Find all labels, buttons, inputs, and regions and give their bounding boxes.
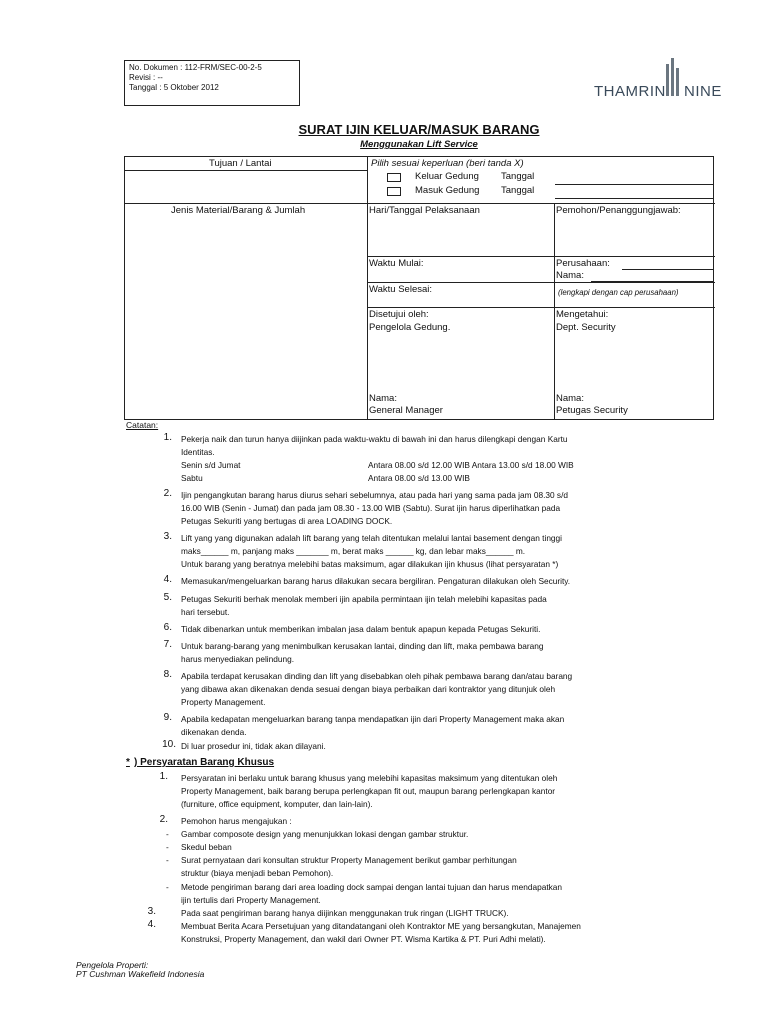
catatan-label: Catatan: (126, 420, 159, 430)
nama-gm-label: Nama: (369, 393, 397, 404)
bullet-dash: - (166, 829, 169, 839)
note-line: hari tersebut. (181, 607, 230, 617)
requirement-line: Pemohon harus mengajukan : (181, 816, 292, 826)
note-number: 4. (163, 574, 172, 585)
schedule-saturday-label: Sabtu (181, 473, 203, 483)
waktu-mulai-label: Waktu Mulai: (369, 258, 424, 269)
nama-field[interactable] (591, 281, 713, 282)
doc-number: No. Dokumen : 112-FRM/SEC-00-2-5 (129, 63, 262, 72)
requirement-line: Membuat Berita Acara Persetujuan yang ditandatangani oleh Kontraktor ME yang bersangkutan, Manajemen (181, 921, 581, 931)
bullet-dash: - (166, 842, 169, 852)
section2-title: ) Persyaratan Barang Khusus (134, 757, 275, 768)
divider (125, 170, 367, 171)
note-number: 10. (162, 739, 176, 750)
requirement-number: 2. (159, 814, 168, 825)
requirement-line: Konstruksi, Property Management, dan wakil dari Owner PT. Wisma Kartika & PT. Puri Adhi melati). (181, 934, 546, 944)
requirement-number: 1. (159, 771, 168, 782)
requirement-line: Surat pernyataan dari konsultan struktur Property Management berikut gambar perhitungan (181, 855, 517, 865)
note-line: Untuk barang-barang yang menimbulkan kerusakan lantai, dinding dan lift, maka pembawa barang (181, 641, 544, 651)
note-line: dikenakan denda. (181, 727, 247, 737)
hari-label: Hari/Tanggal Pelaksanaan (369, 205, 480, 216)
tanggal-label-2: Tanggal (501, 185, 535, 196)
gm-label: General Manager (369, 405, 443, 416)
doc-date: Tanggal : 5 Oktober 2012 (129, 83, 219, 92)
note-line: Ijin pengangkutan barang harus diurus sehari sebelumnya, atau pada hari yang sama pada jam 08.30 s/d (181, 490, 568, 500)
divider (125, 203, 715, 204)
requirement-line: struktur (biaya menjadi beban Pemohon). (181, 868, 334, 878)
logo-text-left: THAMRIN (594, 83, 666, 100)
footer-company: PT Cushman Wakefield Indonesia (76, 969, 205, 979)
note-number: 6. (163, 622, 172, 633)
note-line: Lift yang yang digunakan adalah lift barang yang telah ditentukan melalui lantai basement dengan tinggi (181, 533, 563, 543)
disetujui-label: Disetujui oleh: (369, 309, 429, 320)
note-number: 1. (163, 432, 172, 443)
keluar-label: Keluar Gedung (415, 171, 479, 182)
tujuan-label: Tujuan / Lantai (209, 158, 272, 169)
note-line: Untuk barang yang beratnya melebihi batas maksimum, agar dilakukan ijin khusus (lihat persyaratan *) (181, 559, 559, 569)
note-number: 7. (163, 639, 172, 650)
bullet-dash: - (166, 882, 169, 892)
pemohon-label: Pemohon/Penanggungjawab: (556, 205, 681, 216)
logo-text-right: NINE (684, 83, 722, 100)
note-line: maks______ m, panjang maks _______ m, berat maks ______ kg, dan lebar maks______ m. (181, 546, 526, 556)
note-line: Di luar prosedur ini, tidak akan dilayani. (181, 741, 326, 751)
footer-manager-label: Pengelola Properti: (76, 960, 149, 970)
divider (554, 203, 555, 419)
masuk-label: Masuk Gedung (415, 185, 480, 196)
note-line: 16.00 WIB (Senin - Jumat) dan pada jam 08.30 - 13.00 WIB (Sabtu). Surat ijin harus diperlihatkan pada (181, 503, 561, 513)
jenis-label: Jenis Material/Barang & Jumlah (171, 205, 306, 216)
page-title: SURAT IJIN KELUAR/MASUK BARANG (298, 122, 540, 137)
note-number: 2. (163, 488, 172, 499)
section2-star: * (126, 757, 130, 768)
note-number: 9. (163, 712, 172, 723)
divider (367, 157, 368, 419)
bullet-dash: - (166, 855, 169, 865)
note-line: Apabila terdapat kerusakan dinding dan lift yang disebabkan oleh pihak pembawa barang dan/atau barang (181, 671, 573, 681)
perusahaan-field[interactable] (622, 269, 713, 270)
tanggal-label-1: Tanggal (501, 171, 535, 182)
lengkapi-note: (lengkapi dengan cap perusahaan) (558, 288, 679, 297)
requirement-line: Persyaratan ini berlaku untuk barang khusus yang melebihi kapasitas maksimum yang ditentukan oleh (181, 773, 558, 783)
note-line: yang dibawa akan dikenakan denda sesuai dengan biaya perbaikan dari kontraktor yang ditunjuk oleh (181, 684, 556, 694)
petugas-label: Petugas Security (556, 405, 628, 416)
divider (367, 282, 715, 283)
requirement-line: ijin tertulis dari Property Management. (181, 895, 321, 905)
pilih-label: Pilih sesuai keperluan (beri tanda X) (371, 158, 524, 169)
note-line: Memasukan/mengeluarkan barang harus dilakukan secara bergiliran. Pengaturan dilakukan oleh Security. (181, 576, 571, 586)
requirement-line: Gambar composote design yang menunjukkan lokasi dengan gambar struktur. (181, 829, 469, 839)
requirement-line: Pada saat pengiriman barang hanya diijinkan menggunakan truk ringan (LIGHT TRUCK). (181, 908, 509, 918)
note-line: Apabila kedapatan mengeluarkan barang tanpa mendapatkan ijin dari Property Management maka akan (181, 714, 565, 724)
schedule-weekday-value: Antara 08.00 s/d 12.00 WIB Antara 13.00 s/d 18.00 WIB (368, 460, 574, 470)
note-line: Tidak dibenarkan untuk memberikan imbalan jasa dalam bentuk apapun kepada Petugas Sekuriti. (181, 624, 541, 634)
note-number: 3. (163, 531, 172, 542)
dept-label: Dept. Security (556, 322, 616, 333)
note-number: 8. (163, 669, 172, 680)
note-line: Identitas. (181, 447, 215, 457)
note-line: Property Management. (181, 697, 266, 707)
divider (367, 256, 715, 257)
keluar-checkbox[interactable] (387, 173, 401, 182)
schedule-saturday-value: Antara 08.00 s/d 13.00 WIB (368, 473, 470, 483)
nama-security-label: Nama: (556, 393, 584, 404)
requirement-line: (furniture, office equipment, komputer, dan lain-lain). (181, 799, 373, 809)
note-line: Petugas Sekuriti yang bertugas di area LOADING DOCK. (181, 516, 393, 526)
page-subtitle: Menggunakan Lift Service (360, 139, 478, 150)
thamrin-nine-logo (594, 76, 724, 108)
note-number: 5. (163, 592, 172, 603)
tanggal-field-1[interactable] (555, 184, 713, 185)
waktu-selesai-label: Waktu Selesai: (369, 284, 433, 295)
document-info-box (124, 60, 300, 106)
requirement-line: Property Management, baik barang berupa perlengkapan fit out, maupun barang perlengkapan kantor (181, 786, 556, 796)
note-line: Pekerja naik dan turun hanya diijinkan pada waktu-waktu di bawah ini dan harus dilengkapi dengan Kartu (181, 434, 568, 444)
mengetahui-label: Mengetahui: (556, 309, 609, 320)
schedule-weekday-label: Senin s/d Jumat (181, 460, 241, 470)
requirement-number: 4. (147, 919, 156, 930)
divider (367, 307, 715, 308)
building-icon (665, 58, 681, 96)
requirement-line: Skedul beban (181, 842, 232, 852)
doc-revision: Revisi : -- (129, 73, 163, 82)
notes-section (124, 420, 714, 760)
nama-label: Nama: (556, 270, 584, 281)
requirement-line: Metode pengiriman barang dari area loading dock sampai dengan lantai tujuan dan harus mendapatkan (181, 882, 562, 892)
requirement-number: 3. (147, 906, 156, 917)
pengelola-label: Pengelola Gedung. (369, 322, 451, 333)
permit-form-grid (124, 156, 714, 420)
note-line: Petugas Sekuriti berhak menolak memberi ijin apabila permintaan ijin telah melebihi kapasitas pada (181, 594, 547, 604)
tanggal-field-2[interactable] (555, 198, 713, 199)
note-line: harus menyediakan pelindung. (181, 654, 295, 664)
masuk-checkbox[interactable] (387, 187, 401, 196)
perusahaan-label: Perusahaan: (556, 258, 610, 269)
